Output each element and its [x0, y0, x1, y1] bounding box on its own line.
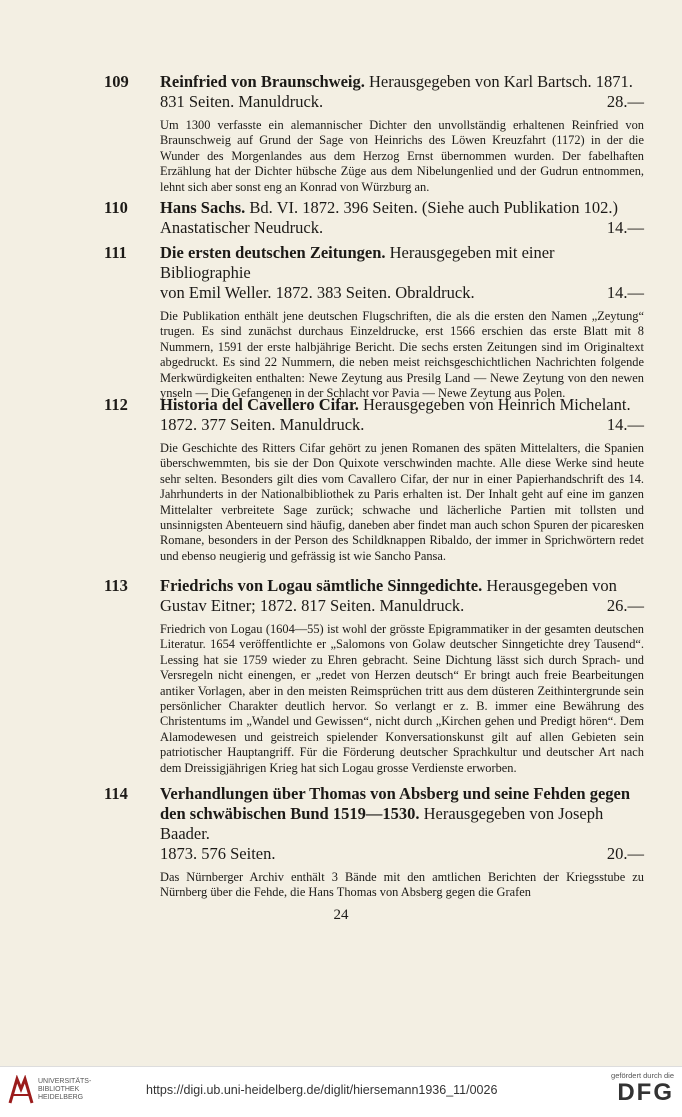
entry-title-rest: Bd. VI. 1872. 396 Seiten. (Siehe auch Publikation 102.) [245, 198, 619, 217]
entry-title-rest: Herausgegeben von Heinrich Michelant. [358, 395, 631, 414]
entry-description: Friedrich von Logau (1604—55) ist wohl der grösste Epigrammatiker in der gesamten deutschen Literatur. 1654 veröffentlichte er „Salomons von Golaw deutscher Sinngetichte drey Tausend“. Lessing hat sie 1759 wieder zu Ehren gebracht. Seine Dichtung lässt sich durch Sprach- und Versregeln nicht einengen, er „redet von Herzen deutsch“ Er bringt auch freie Bearbeitungen antiker Vorlagen, aber in den meisten Reimsprüchen tritt aus dem düsteren Zeithintergrunde sein persönlicher Charakter deutlich hervor. So verlangt er z. B. immer eine Bewährung des Christentums im „Wandel und Gewissen“, nicht durch „Kirchen gehen und Predigt hören“. Dem Alamodewesen und geistreich spielender Konversationskunst gilt auf allen Gebieten sein patriotischer Hauptangriff. Für die Förderung deutscher Sprachkultur und deutscher Art nach dem Dreissigjährigen Krieg hat sich Logau grosse Verdienste erworben. [160, 622, 644, 775]
heidelberg-seal-icon [8, 1075, 34, 1105]
catalog-entry-114 [104, 784, 644, 901]
library-name [38, 1078, 91, 1102]
entry-heading [160, 395, 644, 435]
entry-description: Die Publikation enthält jene deutschen Flugschriften, die als die ersten den Namen „Zeytung“ trugen. Es sind zunächst durchaus Einzeldrucke, erst 1566 erschien das erste Blatt mit 8 Nummern, 1591 der erste halbjährige Bericht. Die sechs ersten Zeitungen sind im Originaltext abgedruckt. Es sind 22 Nummern, die neben meist reichsgeschichtlichen Nachrichten folgende Merkwürdigkeiten enthalten: Newe Zeytung aus Presilg Land — Newe Zeytung von den newen ynseln — Die Gefangenen in der Schlacht vor Pavia — Newe Zeytung aus Polen. [160, 309, 644, 401]
entry-publication-row [160, 218, 644, 238]
entry-publication-row [160, 283, 644, 303]
page-number: 24 [333, 907, 349, 923]
entry-heading [160, 72, 644, 112]
catalog-entry-111 [104, 243, 644, 401]
catalog-entry-112 [104, 395, 644, 564]
catalog-entry-110 [104, 198, 644, 238]
funder-badge[interactable] [611, 1071, 674, 1106]
entry-title: Verhandlungen über Thomas von Absberg und seine Fehden gegen den schwäbischen Bund 1519—1530. [160, 784, 631, 823]
entry-title-rest: Herausgegeben von Karl Bartsch. 1871. [364, 72, 633, 91]
entry-heading [160, 198, 644, 238]
entry-number: 110 [104, 198, 128, 217]
entry-number: 114 [104, 784, 128, 803]
library-logo[interactable] [8, 1075, 91, 1105]
library-name-line3: HEIDELBERG [38, 1094, 84, 1101]
entry-price: 28.— [606, 92, 644, 111]
entry-number: 109 [104, 72, 129, 91]
entry-publication: 1873. 576 Seiten. [160, 844, 276, 863]
entry-publication: Gustav Eitner; 1872. 817 Seiten. Manuldruck. [160, 596, 465, 615]
entry-price: 14.— [606, 218, 644, 237]
entry-title: Hans Sachs. [160, 198, 246, 217]
entry-title-rest: Herausgegeben von Joseph Baader. [160, 804, 604, 843]
permalink[interactable]: https://digi.ub.uni-heidelberg.de/diglit/hiersemann1936_11/0026 [146, 1083, 498, 1097]
entry-publication: 1872. 377 Seiten. Manuldruck. [160, 415, 365, 434]
entry-price: 14.— [606, 415, 644, 434]
library-name-line2: BIBLIOTHEK [38, 1086, 80, 1093]
dfg-logo: DFG [617, 1079, 674, 1106]
entry-title: Historia del Cavellero Cifar. [160, 395, 359, 414]
entry-title: Die ersten deutschen Zeitungen. [160, 243, 386, 262]
entry-publication-row [160, 415, 644, 435]
library-name-line1: UNIVERSITÄTS- [38, 1078, 92, 1085]
entry-number: 113 [104, 576, 128, 595]
entry-heading [160, 784, 644, 864]
catalog-entry-113 [104, 576, 644, 776]
entry-description: Das Nürnberger Archiv enthält 3 Bände mit den amtlichen Berichten der Kriegsstube zu Nürnberg über die Fehde, die Hans Thomas von Absberg gegen die Grafen [160, 870, 644, 900]
viewer-footer [0, 1066, 682, 1117]
entry-publication-row [160, 596, 644, 616]
entry-description: Um 1300 verfasste ein alemannischer Dichter den unvollständig erhaltenen Reinfried von Braunschweig auf Grund der Sage von Heinrichs des Löwen Kreuzfahrt (1172) in der die Wunder des Morgenlandes aus dem Herzog Ernst übernommen wurden. Der fabelhaften Erzählung hat der Dichter hübsche Züge aus dem Nibelungenlied und der Gudrun entnommen, lehnt sich aber sonst eng an Konrad von Würzburg an. [160, 118, 644, 194]
entry-title-rest: Herausgegeben mit einer Bibliographie [160, 243, 555, 282]
entry-title: Reinfried von Braunschweig. [160, 72, 365, 91]
entry-publication-row [160, 92, 644, 112]
entry-heading [160, 243, 644, 303]
entry-publication: Anastatischer Neudruck. [160, 218, 324, 237]
entry-description: Die Geschichte des Ritters Cifar gehört zu jenen Romanen des späten Mittelalters, die Spanien überschwemmten, bis sie der Don Quixote verschwinden machte. Alle diese Werke sind heute sehr selten. Besonders gilt dies vom Cavallero Cifar, der nur in einer Papierhandschrift des 14. Jahrhunderts in der Nationalbibliothek zu Paris erhalten ist. Der Inhalt geht auf eine im ganzen Mittelalter verbreitete Sage zurück; schwache und lächerliche Partien mit tollsten und unsinnigsten Abenteuern sind häufig, daneben aber findet man auch schon Spuren der picaresken Romane, besonders in der Person des Schildknappen Ribaldo, der immer in Sprichwörtern redet und ebenso neugierig und gefrässig ist wie Sancho Pansa. [160, 441, 644, 563]
entry-price: 14.— [606, 283, 644, 302]
entry-publication: 831 Seiten. Manuldruck. [160, 92, 324, 111]
catalog-entry-109 [104, 72, 644, 195]
entry-price: 26.— [606, 596, 644, 615]
entry-title-rest: Herausgegeben von [482, 576, 617, 595]
entry-publication: von Emil Weller. 1872. 383 Seiten. Obraldruck. [160, 283, 475, 302]
entry-heading [160, 576, 644, 616]
entry-title: Friedrichs von Logau sämtliche Sinngedichte. [160, 576, 483, 595]
entry-number: 112 [104, 395, 128, 414]
entry-publication-row [160, 844, 644, 864]
entry-number: 111 [104, 243, 127, 262]
funding-text: gefördert durch die [611, 1071, 674, 1080]
entry-price: 20.— [606, 844, 644, 863]
